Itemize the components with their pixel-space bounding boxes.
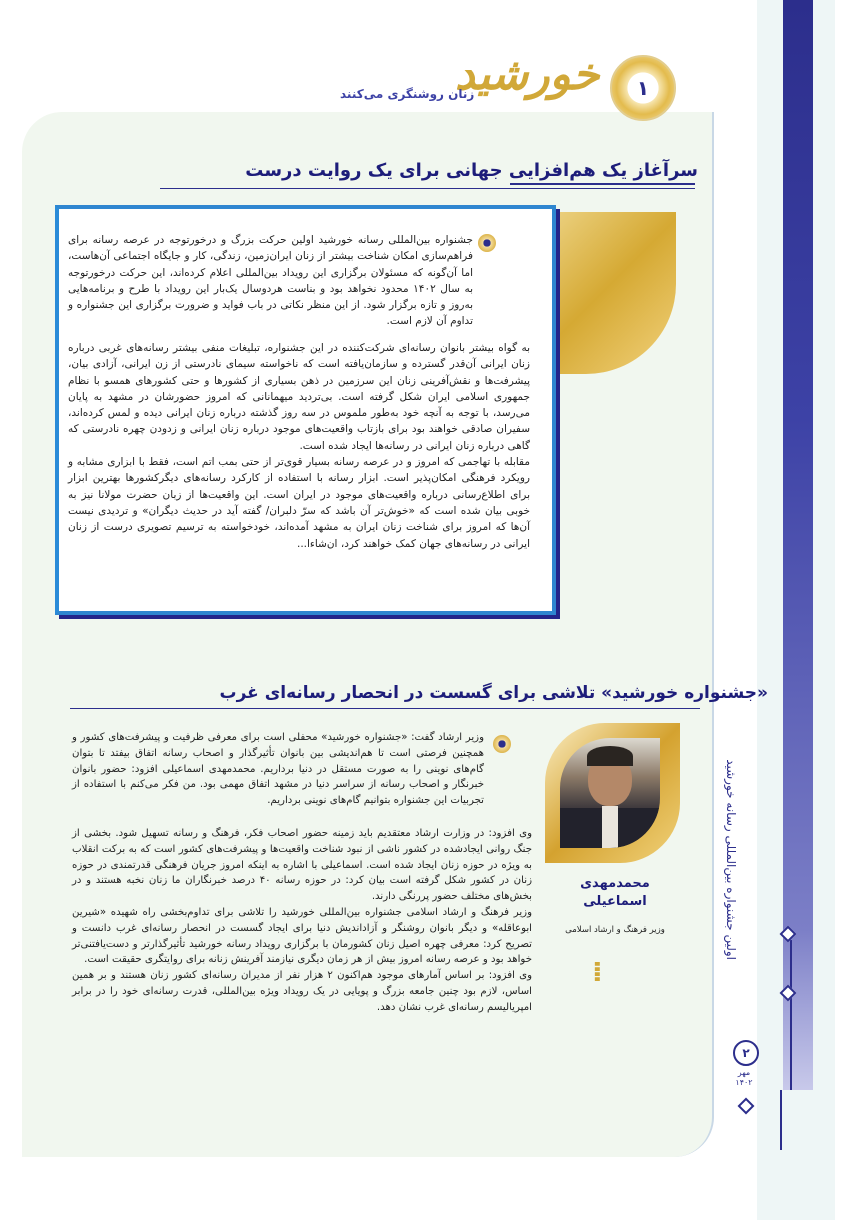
- headline-rule: [70, 708, 700, 709]
- side-diamond-icon: [738, 1098, 755, 1115]
- article2-paragraph: وی افزود: بر اساس آمارهای موجود هم‌اکنون ۲ هزار نفر از مدیران رسانه‌ای کشور زنان هستند و بر همین اساس، لازم بود چنین جامعه بزرگ و پویایی در یک رویداد ویژه بین‌المللی، قدرت رسانه‌ای خود را در برابر امپریالیسم رسانه‌ای غرب نشان دهد.: [72, 970, 532, 1013]
- brand-wordmark: خورشید: [455, 49, 600, 100]
- article1-body-continued: [68, 340, 530, 552]
- article1-paragraph: جشنواره بین‌المللی رسانه خورشید اولین حرکت بزرگ و درخورتوجه در عرصه رسانه برای فراهم‌سازی امکان شناخت بیشتر از زنان ایران‌زمین، زندگی، کار و جایگاه اجتماعی آن‌هاست، اما آن‌گونه که مسئولان برگزاری این رویداد بین‌المللی اعلام کرده‌اند، این حرکت درخورتوجه به سال ۱۴۰۲ محدود نخواهد بود و بناست هردوسال یک‌بار این رویداد با طرح و برنامه‌هایی به‌روز و تازه برگزار شود. از این منظر نکاتی در باب فواید و ضرورت برگزاری این جشنواره و تداوم آن لازم است.: [68, 234, 474, 328]
- profile-name-line1: محمدمهدی: [580, 876, 650, 891]
- issue-month: مهر: [737, 1068, 751, 1077]
- article1-headline: سرآغاز یک هم‌افزایی جهانی برای یک روایت درست: [245, 160, 698, 181]
- portrait-shirt: [602, 806, 618, 848]
- article2-headline: «جشنواره خورشید» تلاشی برای گسست در انحصار رسانه‌ای غرب: [219, 683, 768, 703]
- side-bar-stripe: [783, 0, 813, 930]
- side-connector-line: [780, 1090, 782, 1150]
- article2-paragraph: وزیر فرهنگ و ارشاد اسلامی جشنواره بین‌المللی خورشید را تلاشی برای تداوم‌بخشی راه شهیده «شیرین ابوعاقله» و دیگر بانوان روشنگر و آزاداندیش دنیا برای ایجاد گسست در انحصار رسانه‌ای غرب دانست و تصریح کرد: معرفی چهره اصیل زنان کشورمان با برگزاری رویداد رسانه خورشید تأثیرگذارتر و دست‌یافتنی‌تر خواهد بود و عرصه رسانه امروز بیش از هر زمان دیگری نیازمند آفرینش زنانه برای روایتگری حقیقت است.: [72, 906, 532, 966]
- article1-paragraph: مقابله با تهاجمی که امروز و در عرصه رسانه بسیار قوی‌تر از حتی بمب اتم است، فقط با ابزاری مشابه و رویکرد فرهنگی امکان‌پذیر است. ابزار رسانه با استفاده از کارکرد رسانه‌های دیگرکشورها بهترین ابزار برای اطلاع‌رسانی درباره واقعیت‌های موجود در ایران است. این واقعیت‌ها از زبان حضرت مولانا نیز به خوبی بیان شده است که «خوش‌تر آن باشد که سرّ دلبران/ گفته آید در حدیث دیگران» و تردیدی نیست آن‌ها که امروز برای شناخت زنان ایران به مشهد آمده‌اند، خودخواسته به ترسیم تصویری درست از زنان ایرانی در رسانه‌های جهان کمک خواهند کرد، ان‌شاءا...: [68, 456, 530, 550]
- sun-logo-icon: [610, 55, 676, 121]
- article1-paragraph: به گواه بیشتر بانوان رسانه‌ای شرکت‌کننده در این جشنواره، تبلیغات منفی بیشتر رسانه‌های غربی درباره زنان ایرانی آن‌قدر گسترده و سازمان‌یافته است که ناخواسته سیمای نادرستی از زن ایرانی، آزادی بیان، پیشرفت‌ها و نقش‌آفرینی زنان این سرزمین در ذهن بسیاری از کشورها و حتی کشورهای همسو با نظام جمهوری اسلامی ایران شکل گرفته است. بی‌تردید میهمانانی که امروز حضورشان در مشهد به پایان می‌رسد، با توجه به آنچه خود به‌طور ملموس در سه روز گذشته درباره زنان ایرانی دیده و لمس کرده‌اند، سفیران صادقی خواهند بود برای بازتاب واقعیت‌های موجود درباره زنان ایرانی و زدودن چهره نادرستی که گاهی درباره زنان ایرانی در رسانه‌ها ایجاد شده است.: [68, 342, 530, 452]
- headline-rule: [510, 183, 695, 185]
- portrait-photo: [560, 738, 660, 848]
- side-connector-line: [790, 940, 792, 1090]
- side-bar-stripe-lower: [783, 930, 813, 1090]
- masthead: [340, 49, 745, 125]
- article2-paragraph: وزیر ارشاد گفت: «جشنواره خورشید» محفلی است برای معرفی ظرفیت و پیشرفت‌های کشور و همچنین فرصتی است تا هم‌اندیشی بین بانوان تأثیرگذار و اصحاب رسانه اتفاق بیفتد تا بتوان گام‌های نوینی را به صورت مستقل در دنیا برداریم. محمدمهدی اسماعیلی افزود: حضور بانوان خبرنگار و اصحاب رسانه از سراسر دنیا در مشهد اتفاق مهمی بود. من فکر می‌کنم با استفاده از تجربیات این جشنواره بتوانیم گام‌های نوینی برداریم.: [72, 732, 484, 807]
- article2-body: [72, 730, 484, 809]
- page-number: ۲: [733, 1040, 759, 1066]
- profile-name-line2: اسماعیلی: [583, 894, 647, 909]
- portrait-hair: [587, 746, 633, 766]
- profile-role: وزیر فرهنگ و ارشاد اسلامی: [565, 925, 665, 935]
- brand-tagline: زنان روشنگری می‌کنند: [340, 87, 475, 101]
- logo-numeral: ۱: [636, 76, 650, 100]
- article1-body: [68, 232, 473, 330]
- quote-mark-icon: ⁞: [592, 955, 603, 988]
- side-title: اولین جشنواره بین‌المللی رسانه خورشید: [724, 759, 738, 960]
- sun-bullet-icon: [493, 735, 511, 753]
- article2-body-continued: [72, 826, 532, 1016]
- headline-rule: [160, 188, 695, 189]
- article2-paragraph: وی افزود: در وزارت ارشاد معتقدیم باید زمینه حضور اصحاب فکر، فرهنگ و رسانه تسهیل شود. بخشی از جنگ روانی ایجادشده در کشور ناشی از نبود شناخت واقعیت‌ها و پیشرفت‌های کشور است که به برکت انقلاب به ویژه در حوزه زنان ایجاد شده است. اسماعیلی با اشاره به اینکه امروز جریان فرهنگی قدرتمندی در حوزه زنان در کشور شکل گرفته است بیان کرد: در حوزه رسانه ۴۰ درصد خبرنگاران ما زنان نخبه هستند و در بخش‌های مختلف حضور پررنگی دارند.: [72, 828, 532, 903]
- sun-bullet-icon: [478, 234, 496, 252]
- issue-year: ۱۴۰۲: [735, 1078, 753, 1087]
- issue-date: [722, 1068, 766, 1088]
- profile-name: [560, 875, 670, 911]
